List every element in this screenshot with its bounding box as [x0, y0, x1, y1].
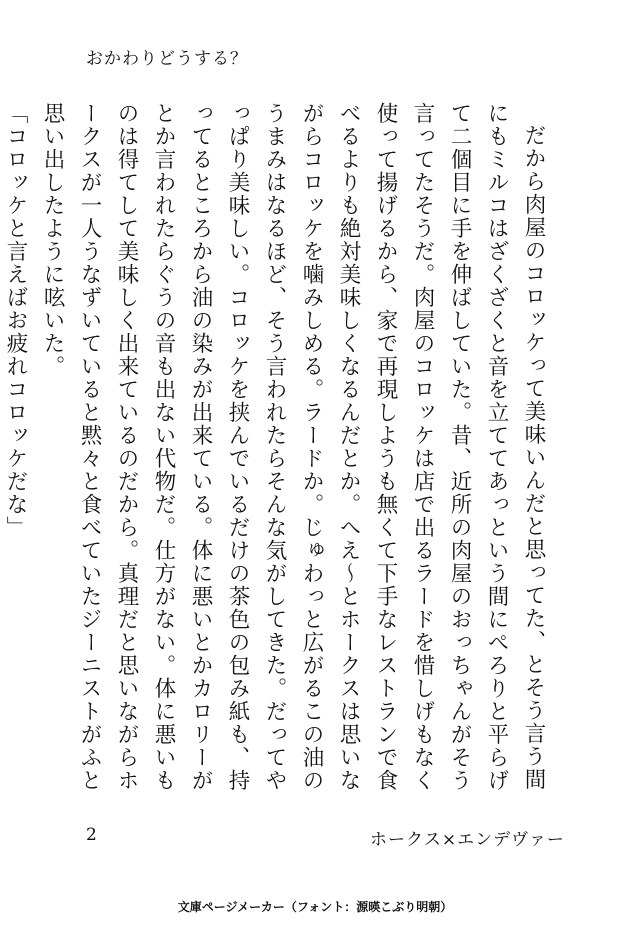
- running-head: ホークス×エンデヴァー: [370, 830, 565, 850]
- paragraph-narration: だから肉屋のコロッケって美味いんだと思ってた、とそう言う間にもミルコはざくざくと音を立ててあっという間にぺろりと平らげて二個目に手を伸ばしていた。昔、近所の肉屋のおっちゃんがそう言ってたそうだ。肉屋のコロッケは店で出るラードを惜しげもなく使って揚げるから、家で再現しようも無くて下手なレストランで食べるよりも絶対美味しくなるんだとか。へえ〜とホークスは思いながらコロッケを噛みしめる。ラードか。じゅわっと広がるこの油のうまみはなるほど、そう言われたらそんな気がしてきた。だってやっぱり美味しい。コロッケを挟んでいるだけの茶色の包み紙も、持ってるところから油の染みが出来ている。体に悪いとかカロリーがとか言われたらぐうの音も出ない代物だ。仕方がない。体に悪いものは得てして美味しく出来ているのだから。真理だと思いながらホークスが一人うなずいていると黙々と食べていたジーニストがふと思い出したように呟いた。: [40, 102, 546, 792]
- footer-credit: 文庫ページメーカー（フォント：源暎こぶり明朝）: [177, 900, 453, 914]
- body-text: [3, 102, 552, 792]
- page-number: 2: [86, 825, 97, 845]
- header-title: おかわりどうする？: [86, 49, 248, 69]
- paragraph-dialog: 「コロッケと言えばお疲れコロッケだな」: [3, 102, 28, 539]
